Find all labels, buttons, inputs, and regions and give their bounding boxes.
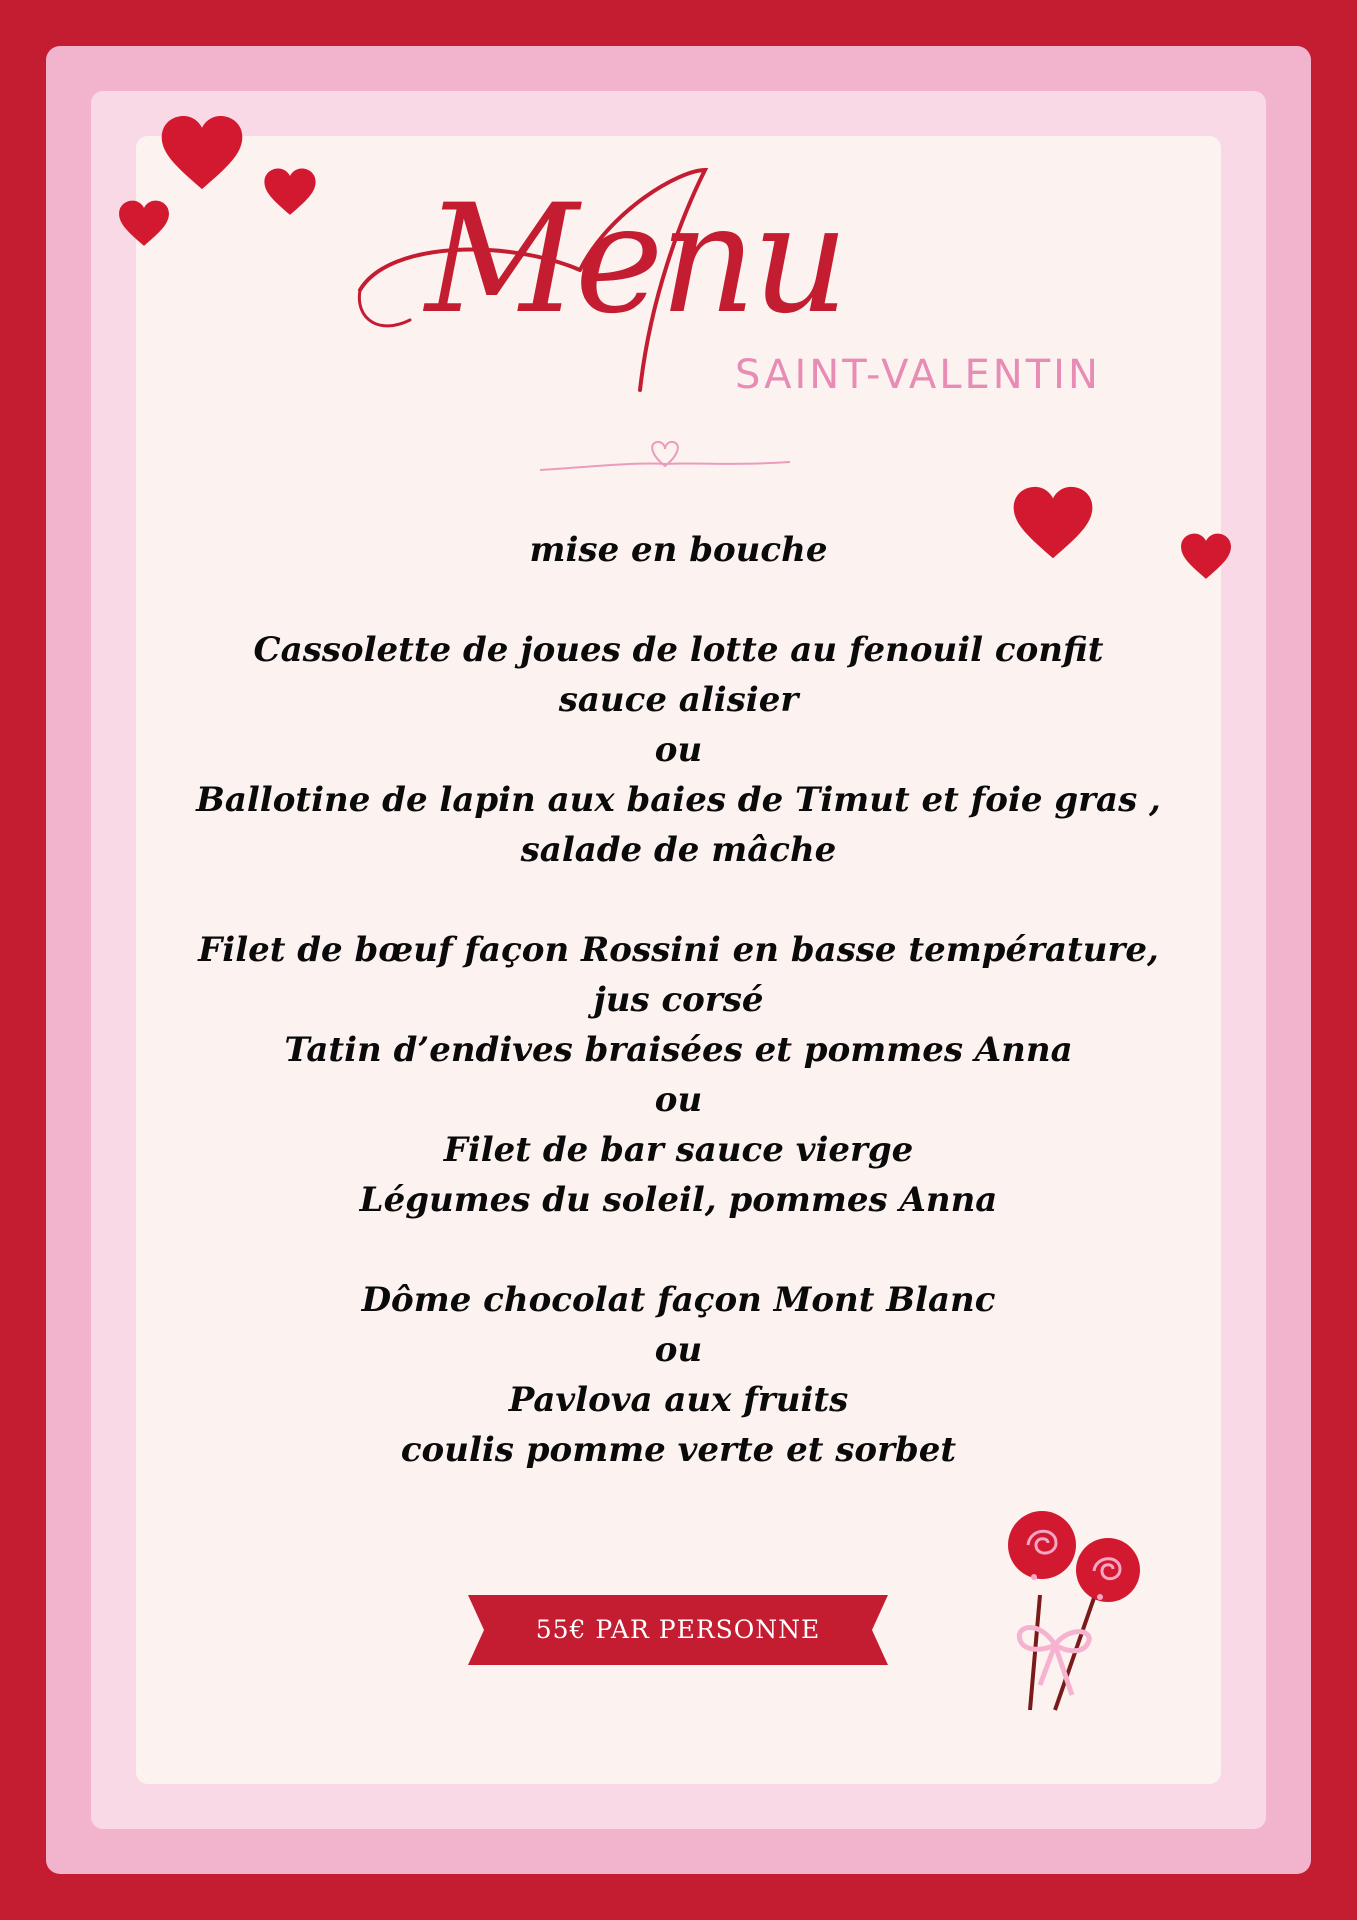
menu-line: Cassolette de joues de lotte au fenouil confit (253, 630, 1104, 670)
menu-line: Tatin d’endives braisées et pommes Anna (284, 1030, 1073, 1070)
spacer (136, 875, 1221, 925)
menu-line: Filet de bar sauce vierge (443, 1130, 914, 1170)
spacer (136, 1225, 1221, 1275)
menu-line-ou: ou (654, 1080, 703, 1120)
price-ribbon (468, 1595, 888, 1665)
menu-line: Dôme chocolat façon Mont Blanc (361, 1280, 996, 1320)
menu-line-ou: ou (654, 1330, 703, 1370)
menu-line: Légumes du soleil, pommes Anna (359, 1180, 998, 1220)
heart-icon (160, 115, 244, 191)
heart-icon (118, 200, 170, 247)
menu-line: salade de mâche (520, 830, 837, 870)
menu-line: Ballotine de lapin aux baies de Timut et foie gras , (196, 780, 1161, 820)
menu-line: coulis pomme verte et sorbet (400, 1430, 957, 1470)
price-label: 55€ PAR PERSONNE (535, 1615, 821, 1644)
menu-line: Pavlova aux fruits (508, 1380, 849, 1420)
menu-items (136, 525, 1221, 1475)
menu-line-ou: ou (654, 730, 703, 770)
title-text: Menu (425, 173, 845, 347)
menu-line: jus corsé (593, 980, 764, 1020)
subtitle: SAINT-VALENTIN (735, 352, 1101, 398)
heart-icon (263, 168, 317, 216)
menu-line: Filet de bœuf façon Rossini en basse température, (198, 930, 1159, 970)
course-heading: mise en bouche (529, 530, 828, 570)
roses-bouquet-icon (1000, 1485, 1160, 1735)
spacer (136, 575, 1221, 625)
menu-line: sauce alisier (558, 680, 799, 720)
heart-divider-icon (540, 440, 790, 480)
